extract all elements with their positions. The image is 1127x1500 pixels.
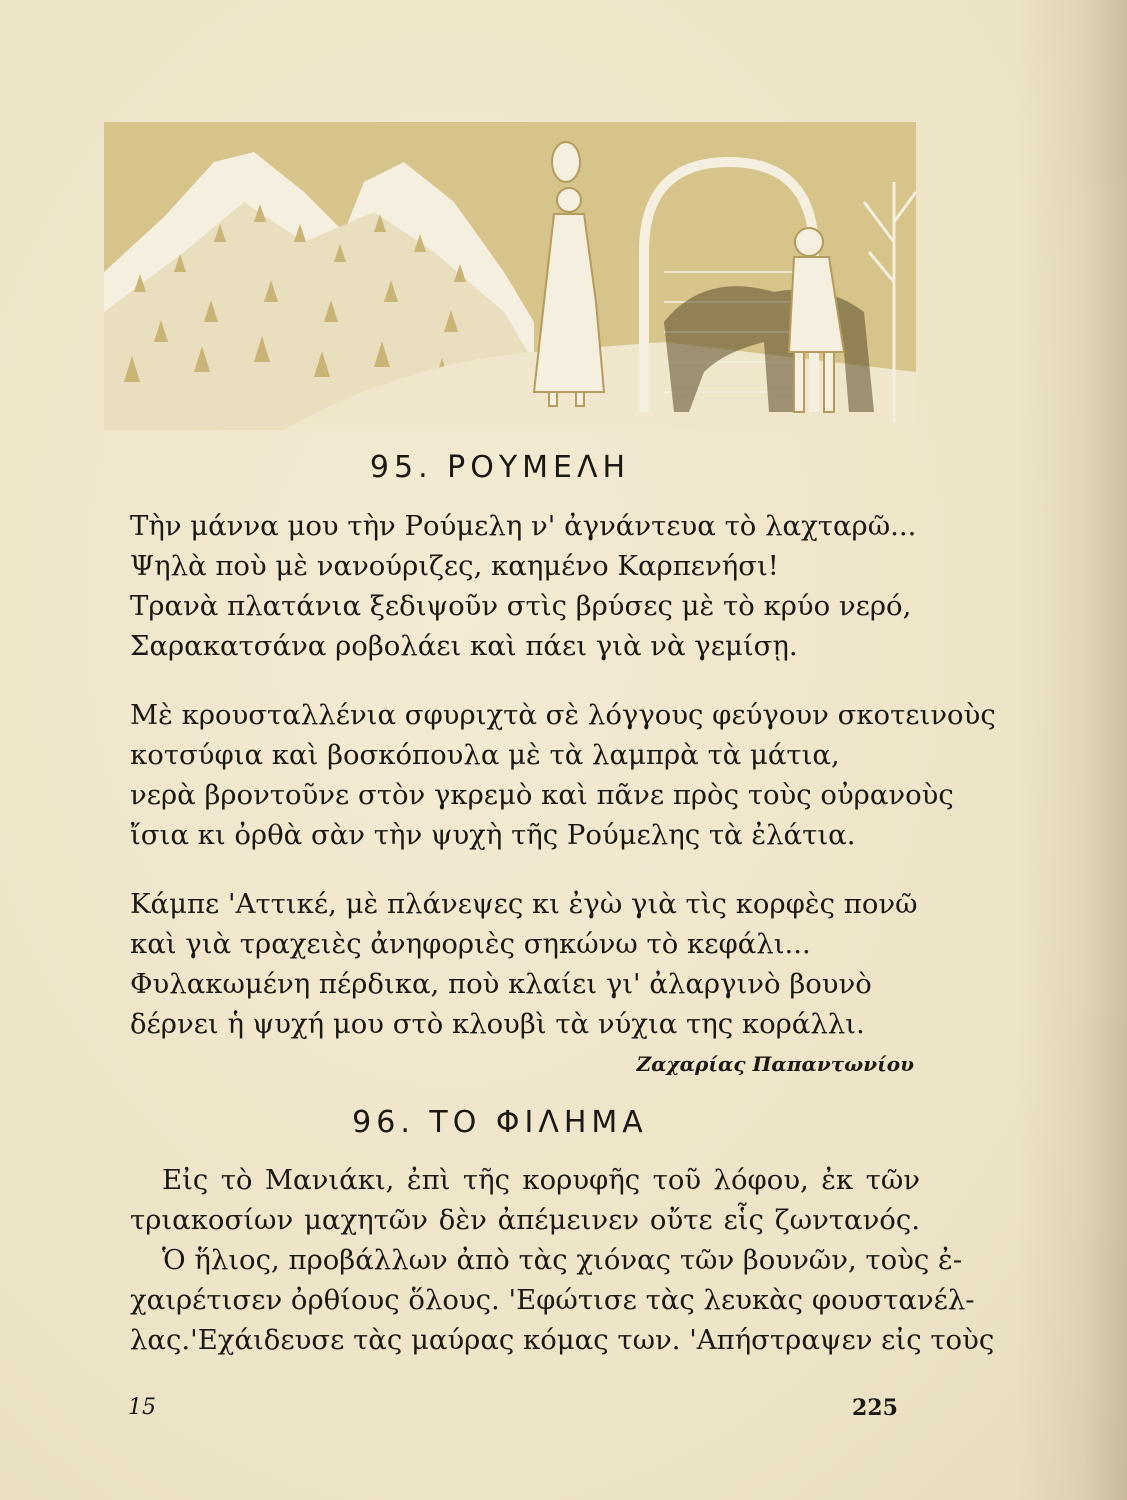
- story-text: [130, 1160, 995, 1360]
- page-number: 225: [852, 1395, 898, 1421]
- poem-line: Σαρακατσάνα ροβολάει καὶ πάει γιὰ νὰ γεμίσῃ.: [130, 630, 798, 662]
- poem-title: 95. ΡΟΥΜΕΛΗ: [369, 450, 631, 485]
- poem-line: δέρνει ἡ ψυχή μου στὸ κλουβὶ τὰ νύχια της κοράλλι.: [130, 1008, 865, 1040]
- story-title: 96. ΤΟ ΦΙΛΗΜΑ: [352, 1105, 648, 1140]
- poem-line: Τρανὰ πλατάνια ξεδιψοῦν στὶς βρύσες μὲ τὸ κρύο νερό,: [130, 590, 912, 622]
- spine-shadow: [1017, 0, 1127, 1500]
- poem-line: καὶ γιὰ τραχειὲς ἀνηφοριὲς σηκώνω τὸ κεφάλι...: [130, 928, 811, 960]
- poem-line: Κάμπε 'Αττικέ, μὲ πλάνεψες κι ἐγὼ γιὰ τὶς κορφὲς πονῶ: [130, 888, 918, 920]
- poem-line: κοτσύφια καὶ βοσκόπουλα μὲ τὰ λαμπρὰ τὰ μάτια,: [130, 739, 840, 771]
- story-line: λας.'Εχάιδευσε τὰς μαύρας κόμας των. 'Απήστραψεν εἰς τοὺς: [130, 1324, 995, 1356]
- story-line: χαιρέτισεν ὀρθίους ὅλους. 'Εφώτισε τὰς λευκὰς φουστανέλ-: [130, 1284, 975, 1316]
- poem-line: Ψηλὰ ποὺ μὲ νανούριζες, καημένο Καρπενήσι!: [130, 550, 779, 582]
- mountain-village-scene: [104, 122, 916, 430]
- poem-line: Φυλακωμένη πέρδικα, ποὺ κλαίει γι' ἀλαργινὸ βουνὸ: [130, 968, 872, 1000]
- story-line: τριακοσίων μαχητῶν δὲν ἀπέμεινεν οὔτε εἷς ζωντανός.: [130, 1204, 920, 1236]
- poem-line: Τὴν μάννα μου τὴν Ρούμελη ν' ἀγνάντευα τὸ λαχταρῶ...: [130, 510, 917, 542]
- poem-author: Ζαχαρίας Παπαντωνίου: [636, 1052, 914, 1076]
- poem-line: Μὲ κρουσταλλένια σφυριχτὰ σὲ λόγγους φεύγουν σκοτεινοὺς: [130, 699, 996, 731]
- poem-stanza-2: [130, 695, 996, 855]
- poem-stanza-1: [130, 506, 930, 666]
- story-line: Εἰς τὸ Μανιάκι, ἐπὶ τῆς κορυφῆς τοῦ λόφου, ἐκ τῶν: [162, 1164, 920, 1196]
- poem-stanza-3: [130, 884, 930, 1044]
- poem-line: νερὰ βροντοῦνε στὸν γκρεμὸ καὶ πᾶνε πρὸς τοὺς οὐρανοὺς: [130, 779, 954, 811]
- story-line: Ὁ ἥλιος, προβάλλων ἀπὸ τὰς χιόνας τῶν βουνῶν, τοὺς ἐ-: [162, 1244, 963, 1276]
- signature-mark: 15: [128, 1395, 156, 1420]
- woodcut-illustration: [104, 122, 916, 430]
- poem-line: ἴσια κι ὀρθὰ σὰν τὴν ψυχὴ τῆς Ρούμελης τὰ ἐλάτια.: [130, 819, 856, 851]
